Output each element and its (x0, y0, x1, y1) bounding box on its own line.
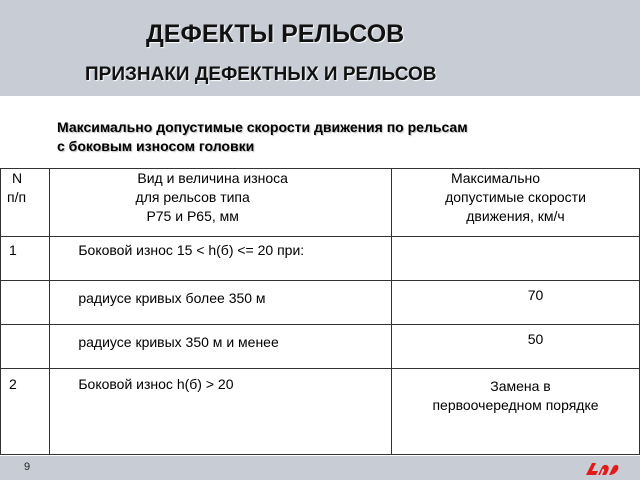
row-2-num (1, 281, 50, 325)
header-speed-line-1: Максимально (450, 170, 541, 186)
header-num-cell (1, 169, 50, 237)
header-speed-cell (391, 169, 639, 237)
caption-line-2: с боковым износом головки (57, 138, 255, 154)
row-1-wear: Боковой износ 15 < h(б) <= 20 при: (50, 237, 392, 281)
table-row (1, 281, 640, 325)
row-4-speed-line-1: Замена в (490, 378, 551, 394)
row-4-speed-line-2: первоочередном порядке (432, 397, 599, 413)
row-2-speed: 70 (391, 281, 639, 325)
page-title: ДЕФЕКТЫ РЕЛЬСОВ (146, 20, 405, 48)
header-wear-cell (50, 169, 392, 237)
rzd-logo-icon (584, 458, 620, 478)
row-3-speed: 50 (391, 325, 639, 369)
row-1-speed (391, 237, 639, 281)
table-row (1, 369, 640, 455)
row-1-num: 1 (1, 237, 50, 281)
speed-limits-table (0, 168, 640, 455)
row-4-speed (391, 369, 639, 455)
table-row (1, 237, 640, 281)
header-wear-line-3: Р75 и Р65, мм (146, 208, 239, 224)
page-number: 9 (24, 461, 31, 473)
table-header-row (1, 169, 640, 237)
row-3-num (1, 325, 50, 369)
row-2-wear: радиусе кривых более 350 м (50, 281, 392, 325)
page-subtitle: ПРИЗНАКИ ДЕФЕКТНЫХ И РЕЛЬСОВ (85, 64, 437, 85)
header-band (0, 0, 640, 96)
header-num-line-2: п/п (7, 189, 27, 205)
table-row (1, 325, 640, 369)
header-num-line-1: N (12, 170, 23, 186)
table-caption (57, 118, 468, 156)
header-speed-line-2: допустимые скорости (445, 189, 586, 205)
row-4-wear: Боковой износ h(б) > 20 (50, 369, 392, 455)
header-wear-line-2: для рельсов типа (135, 189, 250, 205)
row-4-num: 2 (1, 369, 50, 455)
caption-line-1: Максимально допустимые скорости движения по рельсам (57, 119, 468, 135)
header-speed-line-3: движения, км/ч (466, 208, 565, 224)
footer-band (0, 456, 640, 480)
header-wear-line-1: Вид и величина износа (137, 170, 288, 186)
row-3-wear: радиусе кривых 350 м и менее (50, 325, 392, 369)
